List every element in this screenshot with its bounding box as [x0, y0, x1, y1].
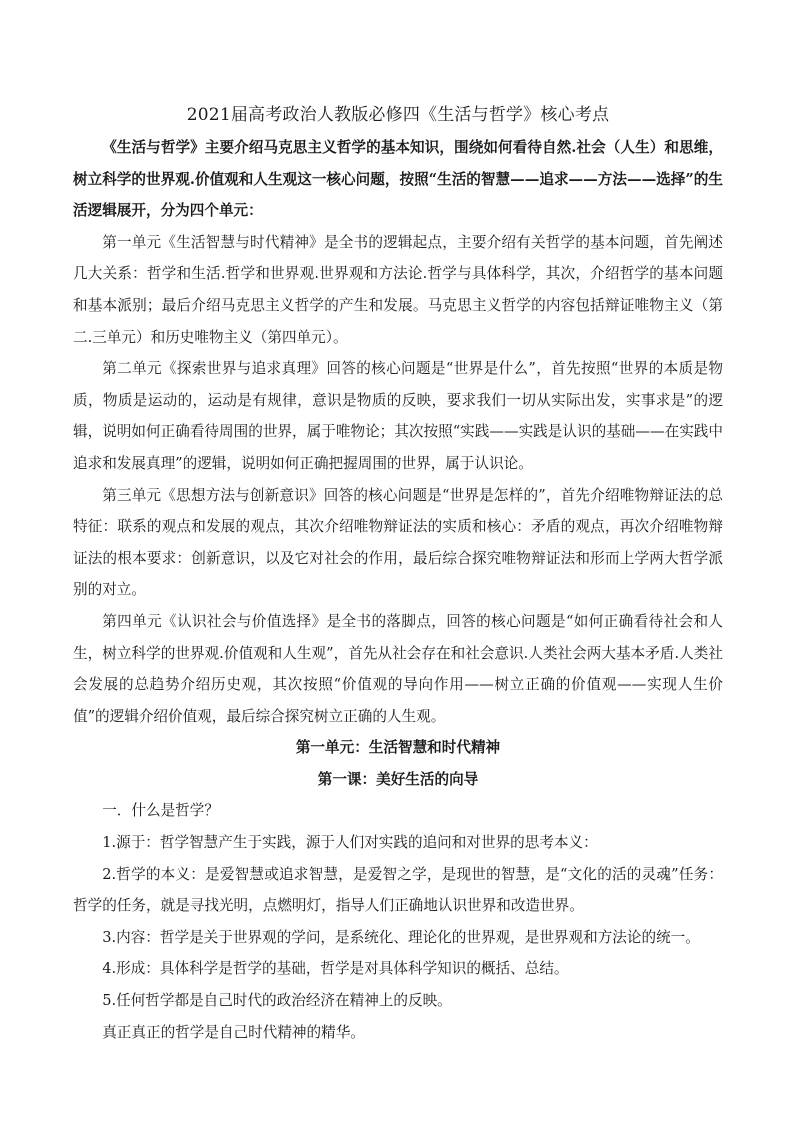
document-page [73, 100, 723, 1048]
point-5: 5.任何哲学都是自己时代的政治经济在精神上的反映。 [102, 992, 452, 1010]
unit-3-paragraph: 第三单元《思想方法与创新意识》回答的核心问题是“世界是怎样的”，首先介绍唯物辩证法的总特征：联系的观点和发展的观点，其次介绍唯物辩证法的实质和核心：矛盾的观点，再次介绍唯物辩证法的根本要求：创新意识，以及它对社会的作用，最后综合探究唯物辩证法和形而上学两大哲学派别的对立。 [73, 486, 723, 599]
point-4: 4.形成：具体科学是哲学的基础，哲学是对具体科学知识的概括、总结。 [102, 960, 569, 978]
unit-2-paragraph: 第二单元《探索世界与追求真理》回答的核心问题是“世界是什么”，首先按照“世界的本质是物质，物质是运动的，运动是有规律，意识是物质的反映，要求我们一切从实际出发，实事求是”的逻辑，说明如何正确看待周围的世界，属于唯物论；其次按照“实践——实践是认识的基础——在实践中追求和发展真理”的逻辑，说明如何正确把握周围的世界，属于认识论。 [73, 360, 723, 472]
point-1: 1.源于：哲学智慧产生于实践，源于人们对实践的追问和对世界的思考本义： [102, 834, 598, 852]
unit-heading: 第一单元：生活智慧和时代精神 [295, 739, 501, 757]
point-3: 3.内容：哲学是关于世界观的学问，是系统化、理论化的世界观，是世界观和方法论的统一。 [102, 928, 700, 946]
lesson-heading: 第一课：美好生活的向导 [317, 770, 479, 788]
section-heading: 一．什么是哲学？ [102, 802, 219, 820]
intro-paragraph: 《生活与哲学》主要介绍马克思主义哲学的基本知识，围绕如何看待自然.社会（人生）和思维，树立科学的世界观.价值观和人生观这一核心问题，按照“生活的智慧——追求——方法——选择”的生活逻辑展开，分为四个单元： [73, 139, 723, 220]
closing-line: 真正真正的哲学是自己时代精神的精华。 [102, 1023, 365, 1041]
point-2: 2.哲学的本义：是爱智慧或追求智慧，是爱智之学，是现世的智慧，是“文化的活的灵魂”任务：哲学的任务，就是寻找光明，点燃明灯，指导人们正确地认识世界和改造世界。 [73, 865, 723, 915]
document-title: 2021届高考政治人教版必修四《生活与哲学》核心考点 [186, 105, 610, 125]
unit-4-paragraph: 第四单元《认识社会与价值选择》是全书的落脚点，回答的核心问题是“如何正确看待社会和人生，树立科学的世界观.价值观和人生观”，首先从社会存在和社会意识.人类社会两大基本矛盾.人类社会发展的总趋势介绍历史观，其次按照“价值观的导向作用——树立正确的价值观——实现人生价值”的逻辑介绍价值观，最后综合探究树立正确的人生观。 [73, 612, 723, 725]
unit-1-paragraph: 第一单元《生活智慧与时代精神》是全书的逻辑起点，主要介绍有关哲学的基本问题，首先阐述几大关系：哲学和生活.哲学和世界观.世界观和方法论.哲学与具体科学，其次，介绍哲学的基本问题和基本派别；最后介绍马克思主义哲学的产生和发展。马克思主义哲学的内容包括辩证唯物主义（第二.三单元）和历史唯物主义（第四单元）。 [73, 233, 723, 346]
